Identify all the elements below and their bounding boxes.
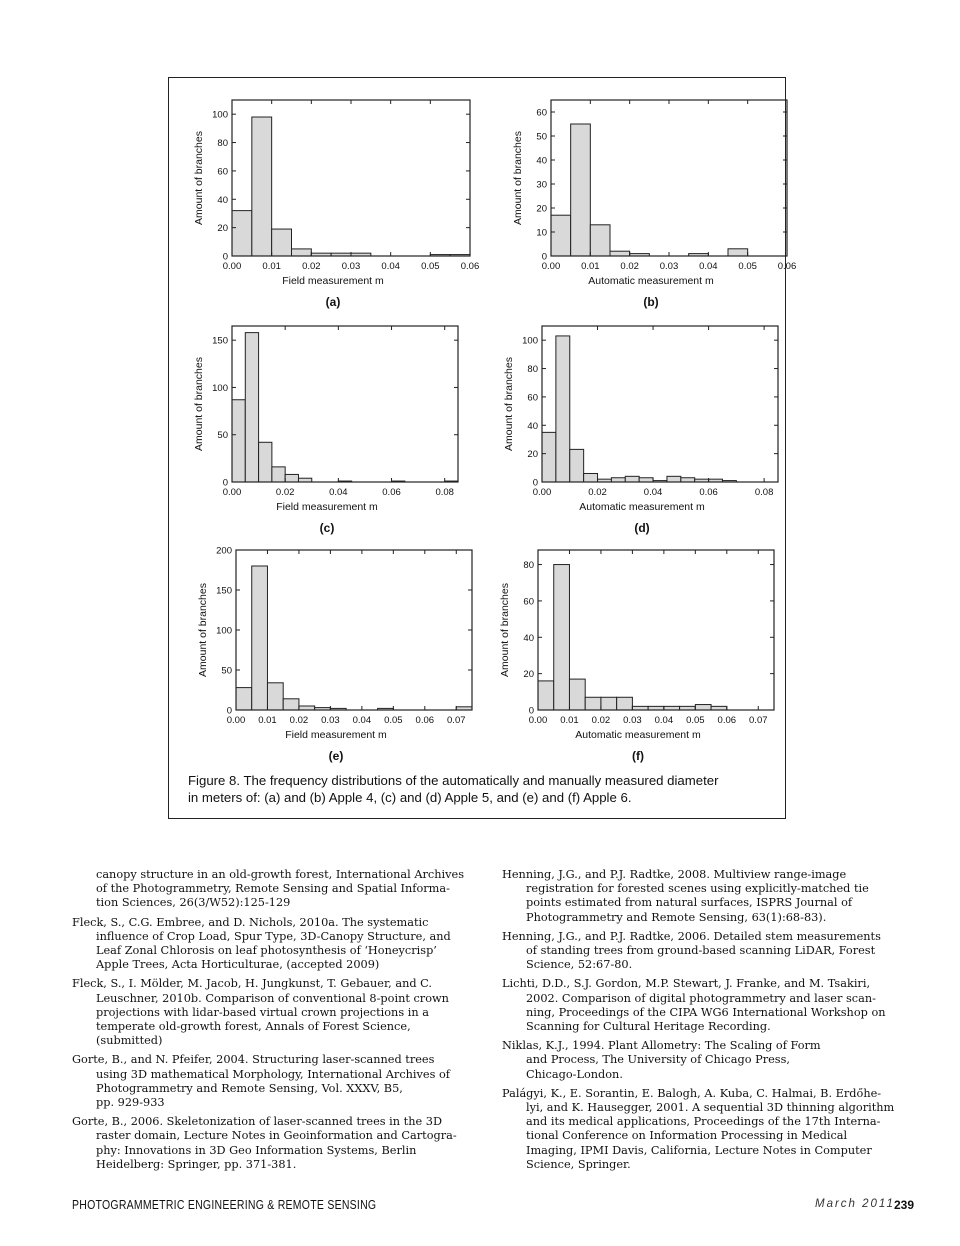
histogram-c (186, 322, 476, 540)
reference-line: raster domain, Lecture Notes in Geoinformation and Cartogra- (96, 1129, 457, 1143)
y-tick-label: 100 (212, 382, 228, 394)
y-tick-label: 80 (523, 560, 534, 572)
histogram-svg (492, 546, 792, 768)
x-tick-label: 0.04 (654, 715, 674, 726)
reference-line: tion Sciences, 26(3/W52):125-129 (96, 896, 291, 910)
y-tick-label: 40 (217, 194, 228, 206)
reference-line: Heidelberg: Springer, pp. 371-381. (96, 1157, 297, 1171)
y-tick-label: 0 (226, 705, 232, 717)
x-tick-label: 0.04 (699, 261, 718, 272)
reference-line: projections with lidar-based virtual crown projections in a (96, 1005, 429, 1019)
reference-line: and its medical applications, Proceedings of the 17th Interna- (526, 1115, 881, 1129)
reference-entry (72, 1053, 482, 1110)
histogram-bar (610, 251, 630, 256)
x-axis-title: Field measurement m (285, 729, 387, 741)
reference-line: Leuschner, 2010b. Comparison of conventional 8-point crown (96, 991, 449, 1005)
x-tick-label: 0.02 (620, 261, 639, 272)
histogram-bar (570, 449, 584, 482)
reference-line: ning, Proceedings of the CIPA WG6 International Workshop on (526, 1005, 886, 1019)
references-right-column (502, 868, 914, 1177)
reference-line: Fleck, S., C.G. Embree, and D. Nichols, 2010a. The systematic (72, 915, 429, 929)
x-tick-label: 0.05 (686, 715, 705, 726)
x-tick-label: 0.04 (381, 261, 400, 272)
x-tick-label: 0.08 (435, 487, 454, 498)
histogram-e (190, 546, 490, 768)
y-tick-label: 80 (217, 138, 228, 150)
y-tick-label: 60 (217, 166, 228, 178)
histogram-b (505, 96, 805, 314)
x-tick-label: 0.06 (415, 715, 435, 726)
reference-line: Science, 52:67-80. (526, 958, 633, 972)
histogram-bar (617, 697, 633, 710)
histogram-bar (272, 229, 292, 256)
panel-label: (c) (319, 521, 335, 535)
x-tick-label: 0.03 (341, 261, 361, 272)
histogram-bar (272, 467, 285, 482)
y-tick-label: 50 (536, 131, 547, 143)
y-tick-label: 100 (212, 109, 228, 121)
histogram-bar (569, 679, 585, 710)
histogram-bar (625, 476, 639, 482)
x-tick-label: 0.05 (421, 261, 440, 272)
reference-entry (502, 930, 914, 973)
histogram-bar (554, 565, 570, 710)
reference-entry (72, 977, 482, 1048)
histogram-bar (728, 249, 748, 256)
histogram-bar (601, 697, 617, 710)
caption-line: Figure 8. The frequency distributions of the automatically and manually measured diameter (188, 773, 719, 788)
panel-label: (a) (325, 295, 341, 309)
reference-entry (72, 868, 482, 911)
reference-line: Imaging, IPMI Davis, California, Lecture Notes in Computer (526, 1143, 872, 1157)
x-tick-label: 0.00 (541, 261, 561, 272)
x-tick-label: 0.07 (447, 715, 466, 726)
y-tick-label: 0 (222, 251, 228, 263)
y-tick-label: 50 (221, 665, 232, 677)
y-tick-label: 40 (527, 420, 538, 432)
y-tick-label: 0 (532, 477, 538, 489)
x-tick-label: 0.06 (777, 261, 797, 272)
x-axis-title: Automatic measurement m (588, 275, 714, 287)
y-tick-label: 80 (527, 364, 538, 376)
y-tick-label: 10 (536, 227, 547, 239)
x-axis-title: Field measurement m (276, 501, 378, 513)
panel-label: (f) (632, 749, 644, 763)
histogram-bar (283, 699, 299, 710)
reference-line: Gorte, B., and N. Pfeifer, 2004. Structuring laser-scanned trees (72, 1053, 435, 1067)
histogram-bar (259, 442, 272, 482)
x-tick-label: 0.00 (528, 715, 548, 726)
reference-line: Leaf Zonal Chlorosis on leaf photosynthesis of ‘Honeycrisp’ (96, 944, 437, 958)
histogram-bar (245, 333, 258, 482)
y-tick-label: 40 (523, 632, 534, 644)
panel-label: (d) (634, 521, 650, 535)
histogram-svg (190, 546, 490, 768)
x-tick-label: 0.06 (382, 487, 401, 498)
y-tick-label: 0 (541, 251, 547, 263)
x-tick-label: 0.02 (591, 715, 611, 726)
y-axis-title: Amount of branches (499, 583, 511, 677)
reference-entry (502, 1039, 914, 1082)
histogram-bar (252, 566, 268, 710)
histogram-bar (585, 697, 601, 710)
reference-entry (502, 868, 914, 925)
y-tick-label: 200 (216, 545, 232, 557)
reference-entry (72, 1115, 482, 1172)
histogram-svg (505, 96, 805, 314)
y-tick-label: 60 (527, 392, 538, 404)
histogram-bar (285, 474, 298, 482)
x-tick-label: 0.01 (560, 715, 579, 726)
x-tick-label: 0.02 (275, 487, 295, 498)
reference-line: Apple Trees, Acta Horticulturae, (accepted 2009) (96, 958, 380, 972)
reference-line: temperate old-growth forest, Annals of Forest Science, (96, 1020, 411, 1034)
x-tick-label: 0.03 (659, 261, 679, 272)
y-tick-label: 150 (212, 335, 228, 347)
x-tick-label: 0.01 (262, 261, 281, 272)
reference-line: canopy structure in an old-growth forest, International Archives (96, 868, 464, 881)
x-tick-label: 0.03 (321, 715, 340, 726)
y-tick-label: 20 (536, 203, 547, 215)
reference-line: Niklas, K.J., 1994. Plant Allometry: The Scaling of Form (502, 1039, 821, 1053)
figure-caption (188, 772, 788, 806)
references-left-column (72, 868, 482, 1177)
reference-line: Palágyi, K., E. Sorantin, E. Balogh, A. Kuba, C. Halmai, B. Erdőhe- (502, 1086, 882, 1100)
x-axis-title: Field measurement m (282, 275, 384, 287)
reference-line: pp. 929-933 (96, 1096, 165, 1110)
x-tick-label: 0.02 (289, 715, 309, 726)
histogram-bar (551, 215, 571, 256)
reference-line: Henning, J.G., and P.J. Radtke, 2008. Multiview range-image (502, 868, 847, 881)
histogram-bar (681, 478, 695, 482)
y-tick-label: 0 (222, 477, 228, 489)
reference-line: Photogrammetry and Remote Sensing, 63(1):68-83). (526, 910, 827, 924)
reference-line: Scanning for Cultural Heritage Recording. (526, 1020, 771, 1034)
histogram-bar (556, 336, 570, 482)
x-tick-label: 0.03 (623, 715, 642, 726)
y-axis-title: Amount of branches (503, 357, 515, 451)
x-tick-label: 0.05 (384, 715, 403, 726)
reference-entry (502, 977, 914, 1034)
y-tick-label: 40 (536, 155, 547, 167)
reference-line: Lichti, D.D., S.J. Gordon, M.P. Stewart, J. Franke, and M. Tsakiri, (502, 977, 871, 991)
reference-line: influence of Crop Load, Spur Type, 3D-Canopy Structure, and (96, 929, 451, 943)
y-tick-label: 60 (523, 596, 534, 608)
y-axis-title: Amount of branches (193, 131, 205, 225)
histogram-a (186, 96, 488, 314)
y-tick-label: 60 (536, 107, 547, 119)
x-tick-label: 0.06 (699, 487, 718, 498)
x-tick-label: 0.05 (738, 261, 757, 272)
reference-line: 2002. Comparison of digital photogrammetry and laser scan- (526, 991, 876, 1005)
reference-entry (72, 916, 482, 973)
y-tick-label: 150 (216, 585, 232, 597)
histogram-bar (252, 117, 272, 256)
x-tick-label: 0.04 (329, 487, 348, 498)
x-tick-label: 0.00 (222, 487, 242, 498)
histogram-bar (538, 681, 554, 710)
x-tick-label: 0.01 (581, 261, 600, 272)
reference-line: Photogrammetry and Remote Sensing, Vol. XXXV, B5, (96, 1081, 403, 1095)
panel-label: (b) (643, 295, 659, 309)
reference-entry (502, 1087, 914, 1172)
page-number: 239 (894, 1198, 915, 1212)
histogram-f (492, 546, 792, 768)
y-tick-label: 20 (527, 449, 538, 461)
y-tick-label: 100 (522, 335, 538, 347)
histogram-bar (667, 476, 681, 482)
x-tick-label: 0.06 (717, 715, 737, 726)
histogram-bar (639, 478, 653, 482)
panel-label: (e) (328, 749, 344, 763)
histogram-bar (611, 478, 625, 482)
histogram-svg (186, 96, 488, 314)
histogram-bar (267, 683, 283, 710)
histogram-bar (584, 473, 598, 482)
histogram-svg (496, 322, 796, 540)
histogram-bar (232, 400, 245, 482)
histogram-bar (292, 249, 312, 256)
histogram-bar (571, 124, 591, 256)
reference-line: registration for forested scenes using explicitly-matched tie (526, 882, 869, 896)
x-tick-label: 0.00 (226, 715, 246, 726)
reference-line: and Process, The University of Chicago Press, (526, 1053, 790, 1067)
reference-line: Henning, J.G., and P.J. Radtke, 2006. Detailed stem measurements (502, 929, 881, 943)
histogram-bar (590, 225, 610, 256)
x-tick-label: 0.07 (749, 715, 768, 726)
x-tick-label: 0.02 (588, 487, 607, 498)
x-tick-label: 0.00 (222, 261, 242, 272)
histogram-bar (236, 688, 252, 710)
reference-line: Fleck, S., I. Mölder, M. Jacob, H. Jungkunst, T. Gebauer, and C. (72, 977, 432, 991)
y-axis-title: Amount of branches (197, 583, 209, 677)
reference-line: Chicago-London. (526, 1067, 623, 1081)
caption-line: in meters of: (a) and (b) Apple 4, (c) and (d) Apple 5, and (e) and (f) Apple 6. (188, 790, 632, 805)
y-tick-label: 50 (217, 430, 228, 442)
reference-line: using 3D mathematical Morphology, International Archives of (96, 1067, 450, 1081)
y-tick-label: 0 (528, 705, 534, 717)
reference-line: of the Photogrammetry, Remote Sensing and Spatial Informa- (96, 882, 450, 896)
reference-line: Science, Springer. (526, 1157, 631, 1171)
x-tick-label: 0.06 (460, 261, 480, 272)
reference-line: (submitted) (96, 1034, 163, 1048)
reference-line: Gorte, B., 2006. Skeletonization of laser-scanned trees in the 3D (72, 1115, 443, 1129)
x-tick-label: 0.01 (258, 715, 277, 726)
y-tick-label: 100 (216, 625, 232, 637)
x-tick-label: 0.00 (532, 487, 552, 498)
journal-name: PHOTOGRAMMETRIC ENGINEERING & REMOTE SENSING (72, 1198, 377, 1212)
x-tick-label: 0.08 (754, 487, 774, 498)
x-axis-title: Automatic measurement m (575, 729, 701, 741)
reference-line: phy: Innovations in 3D Geo Information Systems, Berlin (96, 1143, 417, 1157)
reference-line: points estimated from natural surfaces, ISPRS Journal of (526, 896, 853, 910)
histogram-bar (232, 211, 252, 256)
x-axis-title: Automatic measurement m (579, 501, 705, 513)
histogram-d (496, 322, 796, 540)
x-tick-label: 0.04 (352, 715, 372, 726)
y-tick-label: 20 (217, 223, 228, 235)
y-axis-title: Amount of branches (512, 131, 524, 225)
x-tick-label: 0.04 (643, 487, 663, 498)
reference-line: tional Conference on Information Processing in Medical (526, 1129, 848, 1143)
histogram-bar (695, 705, 711, 710)
reference-line: of standing trees from ground-based scanning LiDAR, Forest (526, 944, 876, 958)
histogram-svg (186, 322, 476, 540)
issue-date: March 2011 (815, 1198, 895, 1210)
reference-line: lyi, and K. Hausegger, 2001. A sequential 3D thinning algorithm (526, 1101, 895, 1115)
y-axis-title: Amount of branches (193, 357, 205, 451)
y-tick-label: 20 (523, 669, 534, 681)
histogram-bar (542, 432, 556, 482)
y-tick-label: 30 (536, 179, 547, 191)
x-tick-label: 0.02 (302, 261, 321, 272)
